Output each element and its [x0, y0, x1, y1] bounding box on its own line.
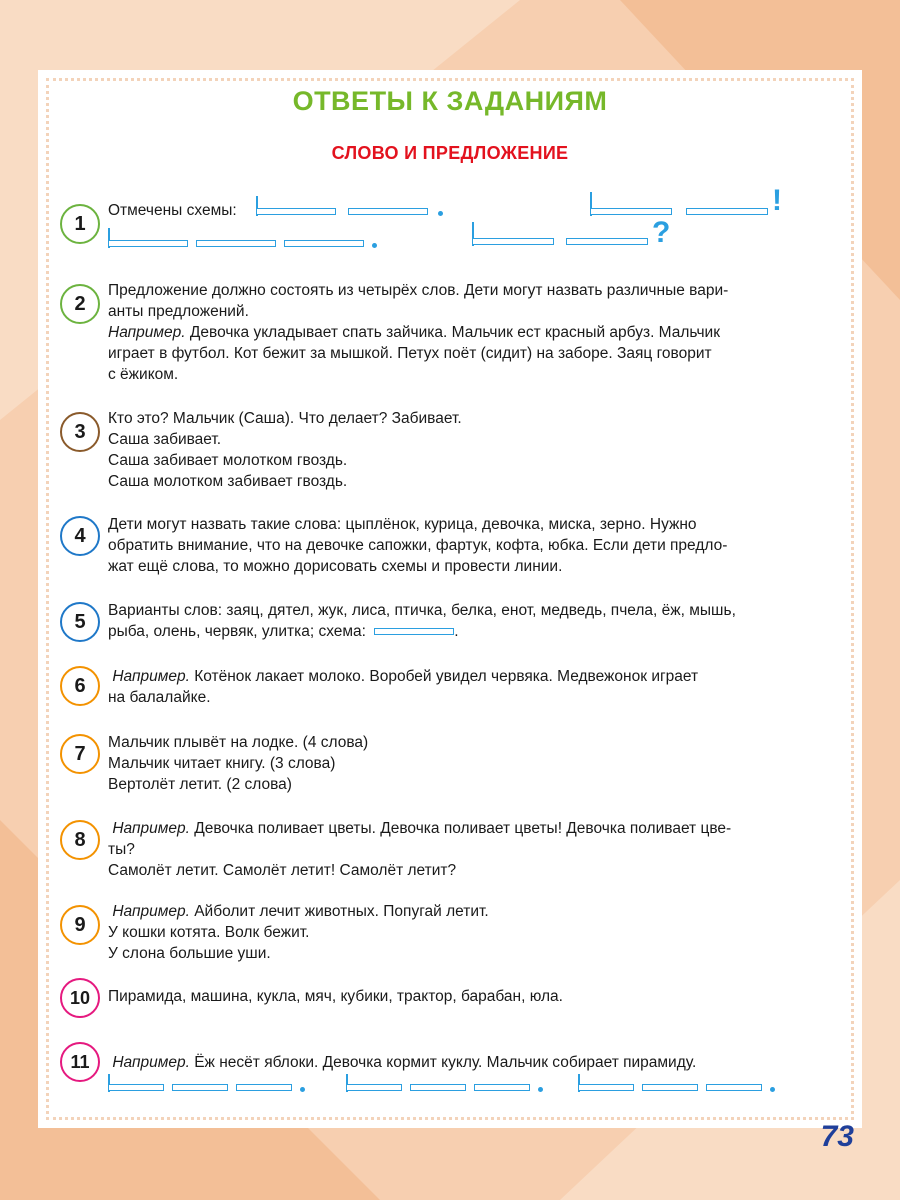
task-number-badge: 2 — [60, 284, 100, 324]
task-text — [108, 408, 805, 492]
task-text — [108, 732, 805, 795]
task-6 — [60, 666, 805, 714]
task-text — [108, 986, 805, 1007]
task-line: Дети могут назвать такие слова: цыплёнок, курица, девочка, миска, зерно. Нужно — [108, 516, 697, 533]
page-number: 73 — [820, 1120, 854, 1153]
task-4 — [60, 514, 805, 584]
task-line: анты предложений. — [108, 303, 249, 320]
task-3 — [60, 408, 805, 498]
task-line: на балалайке. — [108, 689, 211, 706]
task-9 — [60, 901, 805, 967]
task-line: Отмечены схемы: — [108, 202, 237, 219]
task-line: Саша забивает молотком гвоздь. — [108, 452, 348, 469]
task-number-badge: 3 — [60, 412, 100, 452]
task-1 — [60, 198, 805, 258]
task-7 — [60, 732, 805, 798]
example-label: Например. — [112, 1054, 190, 1071]
task-number-badge: 6 — [60, 666, 100, 706]
task-8 — [60, 818, 805, 884]
task-text — [108, 1052, 805, 1073]
word-scheme — [374, 628, 454, 635]
task-line: Например. Девочка укладывает спать зайчика. Мальчик ест красный арбуз. Мальчик — [108, 324, 720, 341]
task-number-badge: 10 — [60, 978, 100, 1018]
task-text — [108, 514, 805, 577]
task-number-badge: 7 — [60, 734, 100, 774]
question-mark: ? — [652, 216, 671, 249]
task-line: Например. Ёж несёт яблоки. Девочка кормит куклу. Мальчик собирает пирамиду. — [112, 1054, 697, 1071]
task-line: Варианты слов: заяц, дятел, жук, лиса, птичка, белка, енот, медведь, пчела, ёж, мышь, — [108, 602, 736, 619]
task-number-badge: 4 — [60, 516, 100, 556]
task-number-badge: 1 — [60, 204, 100, 244]
task-line: Мальчик читает книгу. (3 слова) — [108, 755, 336, 772]
task-number-badge: 11 — [60, 1042, 100, 1082]
task-number-badge: 8 — [60, 820, 100, 860]
section-subtitle: СЛОВО И ПРЕДЛОЖЕНИЕ — [331, 143, 569, 163]
task-text — [108, 600, 805, 642]
task-number-badge: 9 — [60, 905, 100, 945]
task-line: Например. Айболит лечит животных. Попугай летит. — [112, 903, 489, 920]
task-line: играет в футбол. Кот бежит за мышкой. Петух поёт (сидит) на заборе. Заяц говорит — [108, 345, 712, 362]
task-line: У слона большие уши. — [108, 945, 271, 962]
task-line: обратить внимание, что на девочке сапожки, фартук, кофта, юбка. Если дети предло- — [108, 537, 728, 554]
task-line: Самолёт летит. Самолёт летит! Самолёт летит? — [108, 862, 457, 879]
task-line: Например. Девочка поливает цветы. Девочка поливает цветы! Девочка поливает цве- — [112, 820, 732, 837]
page-title: ОТВЕТЫ К ЗАДАНИЯМ — [292, 86, 608, 116]
task-line: Кто это? Мальчик (Саша). Что делает? Забивает. — [108, 410, 462, 427]
task-line: У кошки котята. Волк бежит. — [108, 924, 310, 941]
task-text — [108, 901, 805, 964]
task-line: с ёжиком. — [108, 366, 179, 383]
task-line: рыба, олень, червяк, улитка; схема: . — [108, 623, 459, 640]
task-line: Саша молотком забивает гвоздь. — [108, 473, 348, 490]
example-label: Например. — [112, 903, 190, 920]
task-line: Мальчик плывёт на лодке. (4 слова) — [108, 734, 369, 751]
task-line: Саша забивает. — [108, 431, 222, 448]
task-line: Например. Котёнок лакает молоко. Воробей увидел червяка. Медвежонок играет — [112, 668, 699, 685]
task-text — [108, 818, 805, 881]
example-label: Например. — [112, 820, 190, 837]
example-label: Например. — [112, 668, 190, 685]
task-line: Пирамида, машина, кукла, мяч, кубики, трактор, барабан, юла. — [108, 988, 563, 1005]
task-line: Предложение должно состоять из четырёх слов. Дети могут назвать различные вари- — [108, 282, 729, 299]
task-line: ты? — [108, 841, 135, 858]
task-text — [108, 666, 805, 708]
task-5 — [60, 600, 805, 648]
task-line: Вертолёт летит. (2 слова) — [108, 776, 292, 793]
task-10 — [60, 986, 805, 1026]
example-label: Например. — [108, 324, 186, 341]
task-line: жат ещё слова, то можно дорисовать схемы и провести линии. — [108, 558, 563, 575]
exclamation-mark: ! — [772, 184, 782, 217]
task-text — [108, 280, 805, 385]
task-2 — [60, 280, 805, 390]
task-number-badge: 5 — [60, 602, 100, 642]
task-11 — [60, 1052, 805, 1102]
